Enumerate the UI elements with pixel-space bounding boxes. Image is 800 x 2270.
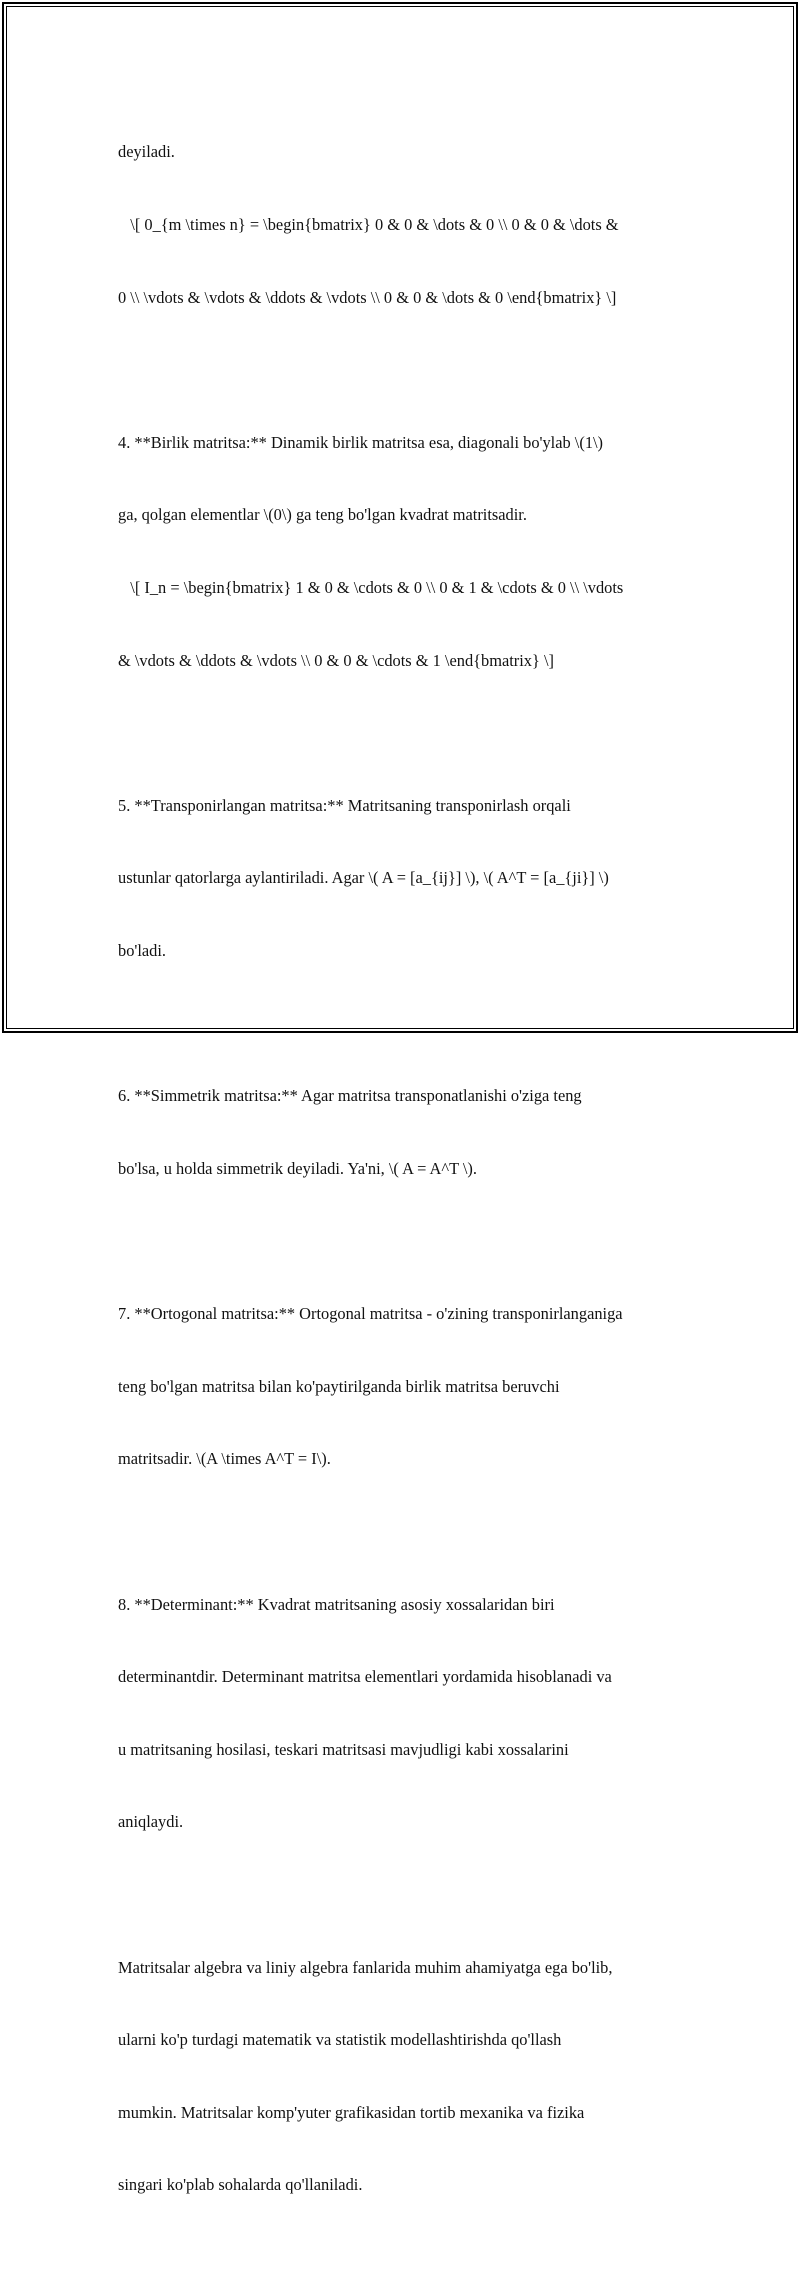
text-line: 5. **Transponirlangan matritsa:** Matritsaning transponirlash orqali xyxy=(118,795,571,815)
text-line: 8. **Determinant:** Kvadrat matritsaning asosiy xossalaridan biri xyxy=(118,1594,555,1614)
text-line: singari ko'plab sohalarda qo'llaniladi. xyxy=(118,2175,363,2195)
text-line: determinantdir. Determinant matritsa elementlari yordamida hisoblanadi va xyxy=(118,1667,612,1687)
paragraph-determinant xyxy=(118,1544,698,1883)
text-line: deyiladi. xyxy=(118,142,175,162)
paragraph-zero-matrix xyxy=(118,92,698,358)
text-line: ga, qolgan elementlar \(0\) ga teng bo'lgan kvadrat matritsadir. xyxy=(118,505,527,525)
text-line: & \vdots & \ddots & \vdots \\ 0 & 0 & \cdots & 1 \end{bmatrix} \] xyxy=(118,650,554,670)
text-line: ustunlar qatorlarga aylantiriladi. Agar \( A = [a_{ij}] \), \( A^T = [a_{ji}] \) xyxy=(118,868,609,888)
text-line: teng bo'lgan matritsa bilan ko'paytirilganda birlik matritsa beruvchi xyxy=(118,1376,560,1396)
paragraph-symmetric-matrix xyxy=(118,1036,698,1230)
text-line: \[ I_n = \begin{bmatrix} 1 & 0 & \cdots & 0 \\ 0 & 1 & \cdots & 0 \\ \vdots xyxy=(118,578,624,598)
text-line: aniqlaydi. xyxy=(118,1812,184,1832)
text-line: Matritsalar algebra va liniy algebra fanlarida muhim ahamiyatga ega bo'lib, xyxy=(118,1957,613,1977)
text-line: matritsadir. \(A \times A^T = I\). xyxy=(118,1449,331,1469)
text-line: u matritsaning hosilasi, teskari matritsasi mavjudligi kabi xossalarini xyxy=(118,1739,569,1759)
text-line: bo'ladi. xyxy=(118,941,167,961)
text-line: 4. **Birlik matritsa:** Dinamik birlik matritsa esa, diagonali bo'ylab \(1\) xyxy=(118,432,604,452)
document-body xyxy=(118,92,698,2270)
text-line: bo'lsa, u holda simmetrik deyiladi. Ya'ni, \( A = A^T \). xyxy=(118,1158,477,1178)
paragraph-transpose-matrix xyxy=(118,745,698,1011)
text-line: mumkin. Matritsalar komp'yuter grafikasidan tortib mexanika va fizika xyxy=(118,2102,585,2122)
text-line: 7. **Ortogonal matritsa:** Ortogonal matritsa - o'zining transponirlanganiga xyxy=(118,1304,623,1324)
text-line: \[ 0_{m \times n} = \begin{bmatrix} 0 & 0 & \dots & 0 \\ 0 & 0 & \dots & xyxy=(118,215,619,235)
text-line: ularni ko'p turdagi matematik va statistik modellashtirishda qo'llash xyxy=(118,2030,562,2050)
paragraph-conclusion xyxy=(118,1907,698,2246)
text-line: 0 \\ \vdots & \vdots & \ddots & \vdots \\ 0 & 0 & \dots & 0 \end{bmatrix} \] xyxy=(118,287,617,307)
paragraph-identity-matrix xyxy=(118,382,698,721)
text-line: 6. **Simmetrik matritsa:** Agar matritsa transponatlanishi o'ziga teng xyxy=(118,1086,582,1106)
paragraph-orthogonal-matrix xyxy=(118,1254,698,1520)
